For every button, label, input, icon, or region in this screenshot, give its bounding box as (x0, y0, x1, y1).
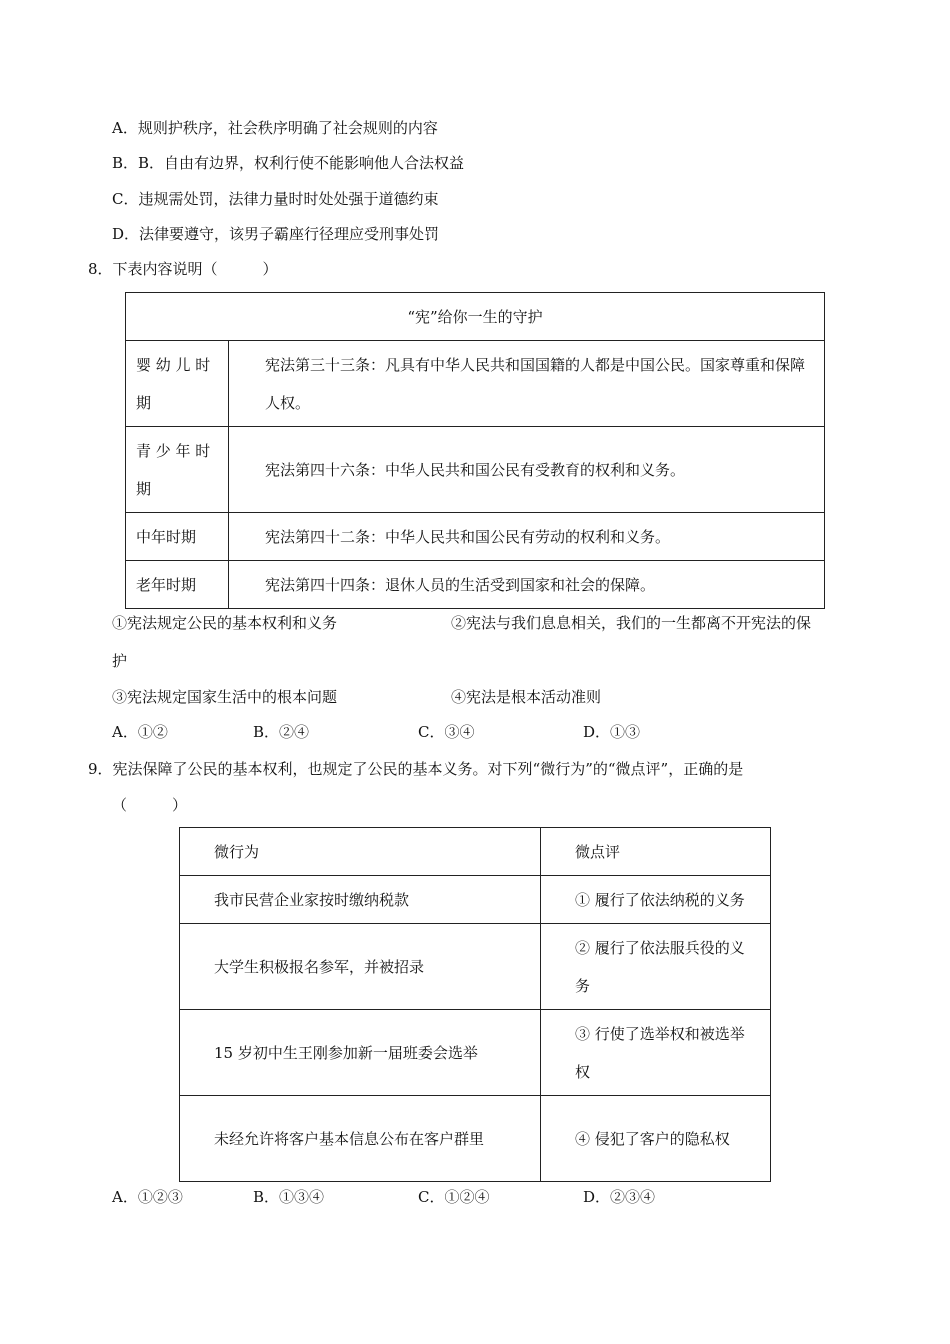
q8-content-cell: 宪法第四十六条：中华人民共和国公民有受教育的权利和义务。 (229, 427, 825, 513)
q9-behavior-cell: 15 岁初中生王刚参加新一届班委会选举 (180, 1010, 541, 1096)
q9-stem: 9．宪法保障了公民的基本权利，也规定了公民的基本义务。对下列“微行为”的“微点评”，正确的是 (88, 760, 744, 778)
q8-statement-1: ①宪法规定公民的基本权利和义务 (112, 614, 338, 632)
q9-comment-cell: ④ 侵犯了客户的隐私权 (541, 1096, 771, 1182)
q8-stem: 8．下表内容说明（ ） (88, 260, 278, 278)
table-row (180, 1010, 771, 1096)
table-row (126, 561, 825, 609)
q9-header-comment: 微点评 (541, 828, 771, 876)
q8-statement-2-cont: 护 (112, 652, 128, 670)
q9-comment-cell: ① 履行了依法纳税的义务 (541, 876, 771, 924)
q8-content-cell: 宪法第四十二条：中华人民共和国公民有劳动的权利和义务。 (229, 513, 825, 561)
q8-table-header-row (126, 293, 825, 341)
q9-behavior-cell: 我市民营企业家按时缴纳税款 (180, 876, 541, 924)
q8-table (125, 292, 825, 609)
q9-comment-cell: ② 履行了依法服兵役的义务 (541, 924, 771, 1010)
q8-choice-c: C．③④ (418, 723, 475, 741)
q8-content-cell: 宪法第三十三条：凡具有中华人民共和国国籍的人都是中国公民。国家尊重和保障人权。 (229, 341, 825, 427)
q9-choice-b: B．①③④ (253, 1188, 325, 1206)
table-row (180, 1096, 771, 1182)
table-row (126, 513, 825, 561)
table-row (126, 341, 825, 427)
q7-option-b: B．B．自由有边界，权利行使不能影响他人合法权益 (112, 154, 465, 172)
q9-comment-cell: ③ 行使了选举权和被选举权 (541, 1010, 771, 1096)
q9-table-header-row (180, 828, 771, 876)
q9-paren: （ ） (112, 796, 188, 814)
table-row (180, 924, 771, 1010)
q9-choice-a: A．①②③ (112, 1188, 183, 1206)
q8-statement-4: ④宪法是根本活动准则 (451, 688, 602, 706)
q8-content-cell: 宪法第四十四条：退休人员的生活受到国家和社会的保障。 (229, 561, 825, 609)
q8-period-cell: 青 少 年 时 期 (126, 427, 229, 513)
q9-choice-d: D．②③④ (583, 1188, 656, 1206)
q8-choice-a: A．①② (112, 723, 168, 741)
q8-choice-d: D．①③ (583, 723, 641, 741)
table-row (126, 427, 825, 513)
q7-option-a: A．规则护秩序，社会秩序明确了社会规则的内容 (112, 119, 438, 137)
q8-period-cell: 婴 幼 儿 时 期 (126, 341, 229, 427)
q9-header-behavior: 微行为 (180, 828, 541, 876)
q8-period-cell: 老年时期 (126, 561, 229, 609)
q9-choice-c: C．①②④ (418, 1188, 490, 1206)
table-row (180, 876, 771, 924)
q8-statement-3: ③宪法规定国家生活中的根本问题 (112, 688, 338, 706)
q9-behavior-cell: 大学生积极报名参军，并被招录 (180, 924, 541, 1010)
q8-choice-b: B．②④ (253, 723, 310, 741)
q8-table-title: “宪”给你一生的守护 (126, 293, 825, 341)
q9-table (179, 827, 771, 1182)
q9-behavior-cell: 未经允许将客户基本信息公布在客户群里 (180, 1096, 541, 1182)
q8-statement-2: ②宪法与我们息息相关，我们的一生都离不开宪法的保 (451, 614, 812, 632)
q8-period-cell: 中年时期 (126, 513, 229, 561)
q7-option-c: C．违规需处罚，法律力量时时处处强于道德约束 (112, 190, 439, 208)
q7-option-d: D．法律要遵守，该男子霸座行径理应受刑事处罚 (112, 225, 440, 243)
